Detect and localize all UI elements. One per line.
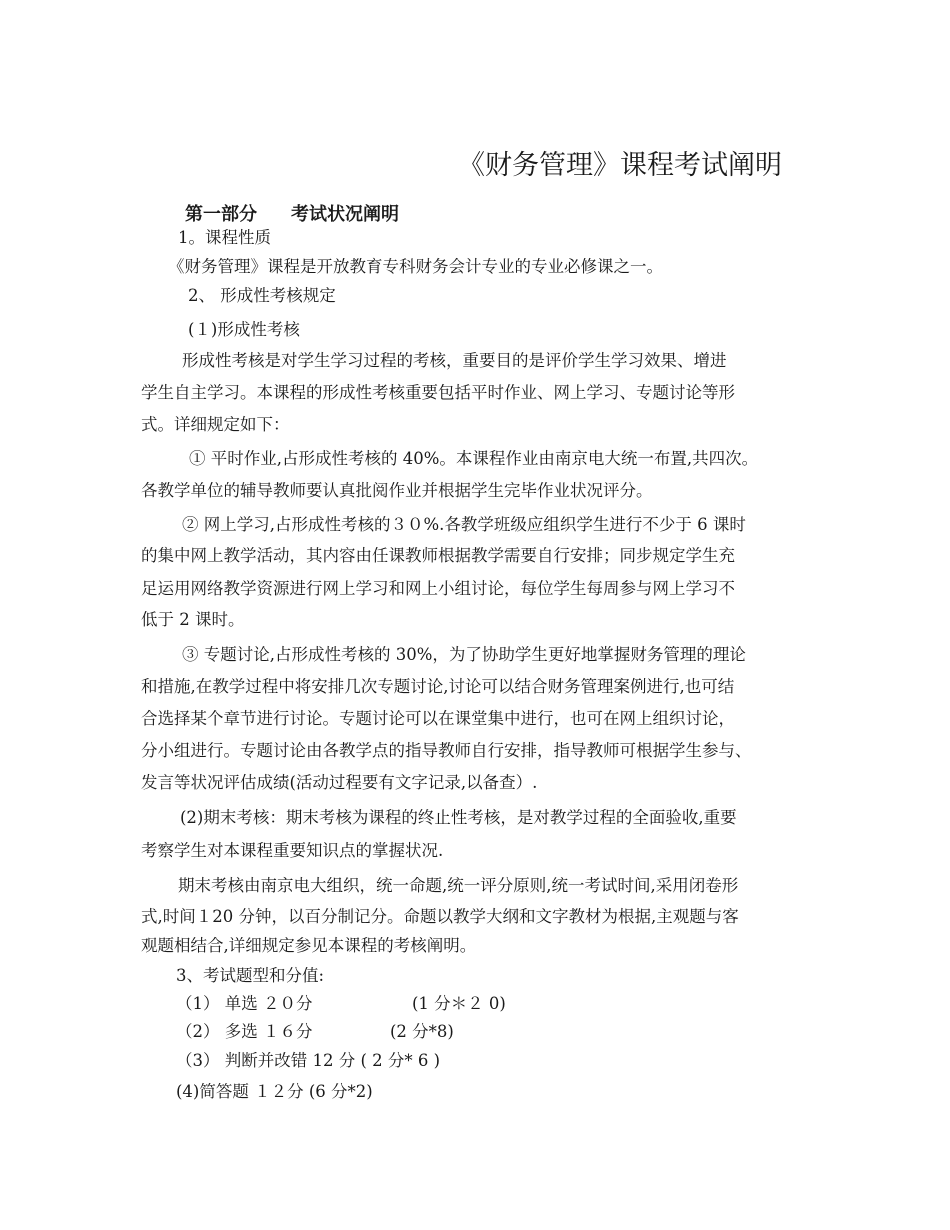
paragraph-line: 式。详细规定如下：	[141, 415, 290, 434]
paragraph-line: ③ 专题讨论,占形成性考核的 30%，为了协助学生更好地掌握财务管理的理论	[182, 645, 746, 664]
paragraph-line: 足运用网络教学资源进行网上学习和网上小组讨论，每位学生每周参与网上学习不	[141, 579, 735, 598]
question-type-line: (4)简答题 １２分 (6 分*2)	[176, 1082, 373, 1101]
document-title: 《财务管理》课程考试阐明	[458, 150, 782, 181]
question-type-score: (1 分＊２ 0)	[412, 994, 506, 1013]
paragraph-line: 合选择某个章节进行讨论。专题讨论可以在课堂集中进行，也可在网上组织讨论，	[141, 709, 735, 728]
paragraph-line: 的集中网上教学活动，其内容由任课教师根据教学需要自行安排；同步规定学生充	[141, 546, 735, 565]
paragraph-line: (2)期末考核：期末考核为课程的终止性考核，是对教学过程的全面验收,重要	[180, 808, 737, 827]
paragraph-line: 2、 形成性考核规定	[188, 286, 336, 305]
paragraph-line: ② 网上学习,占形成性考核的３０%.各教学班级应组织学生进行不少于 6 课时	[182, 515, 746, 534]
paragraph-line: 《财务管理》课程是开放教育专科财务会计专业的专业必修课之一。	[168, 257, 663, 276]
paragraph-line: 3、考试题型和分值:	[176, 966, 325, 985]
question-type-line: （3） 判断并改错 12 分 ( 2 分* 6 )	[176, 1051, 441, 1070]
paragraph-line: 和措施,在教学过程中将安排几次专题讨论,讨论可以结合财务管理案例进行,也可结	[141, 677, 735, 696]
paragraph-line: 形成性考核是对学生学习过程的考核，重要目的是评价学生学习效果、增进	[182, 351, 727, 370]
paragraph-line: 学生自主学习。本课程的形成性考核重要包括平时作业、网上学习、专题讨论等形	[141, 383, 735, 402]
paragraph-line: 期末考核由南京电大组织，统一命题,统一评分原则,统一考试时间,采用闭卷形	[178, 876, 739, 895]
paragraph-line: ① 平时作业,占形成性考核的 40%。本课程作业由南京电大统一布置,共四次。	[189, 449, 759, 468]
paragraph-line: 发言等状况评估成绩(活动过程要有文字记录,以备查）.	[141, 773, 538, 792]
question-type-line: （2） 多选 １６分	[176, 1022, 313, 1041]
paragraph-line: 1。课程性质	[178, 228, 271, 247]
paragraph-line: 分小组进行。专题讨论由各教学点的指导教师自行安排，指导教师可根据学生参与、	[141, 741, 752, 760]
section-heading	[185, 202, 399, 228]
section-part-label: 第一部分	[185, 204, 257, 225]
paragraph-line: 各教学单位的辅导教师要认真批阅作业并根据学生完毕作业状况评分。	[141, 481, 653, 500]
section-heading-text: 考试状况阐明	[291, 204, 399, 225]
paragraph-line: 考察学生对本课程重要知识点的掌握状况.	[141, 841, 444, 860]
paragraph-line: 式,时间１20 分钟，以百分制记分。命题以教学大纲和文字教材为根据,主观题与客	[141, 907, 739, 926]
paragraph-line: (１)形成性考核	[188, 320, 300, 339]
paragraph-line: 低于 2 课时。	[141, 610, 245, 629]
paragraph-line: 观题相结合,详细规定参见本课程的考核阐明。	[141, 936, 477, 955]
question-type-line: （1） 单选 ２０分	[176, 994, 313, 1013]
question-type-score: (2 分*8)	[390, 1022, 454, 1041]
